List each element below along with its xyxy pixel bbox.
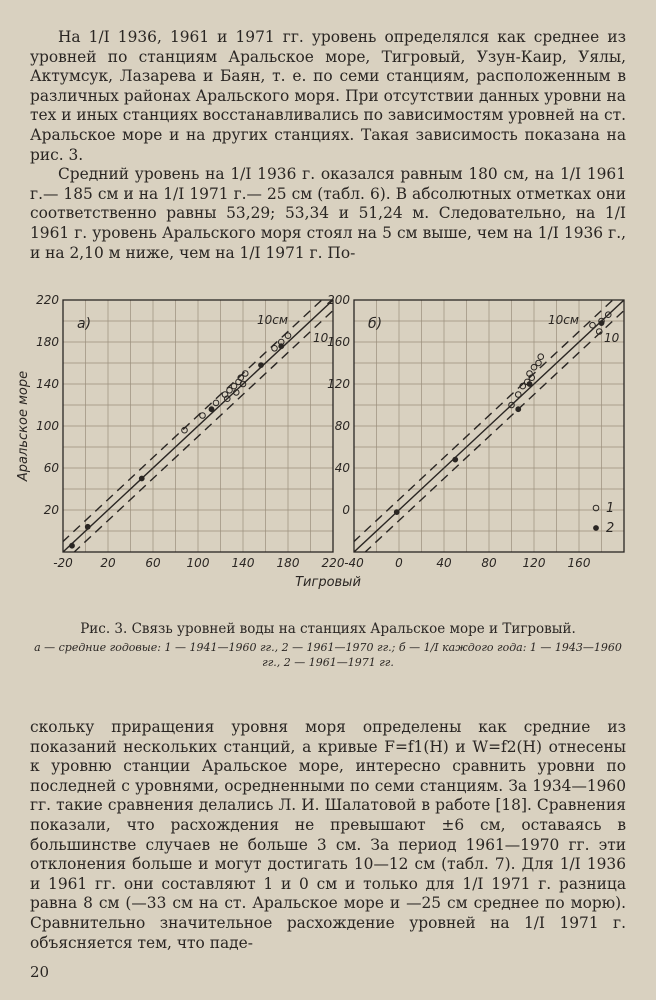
panel-a-point-series-2 [279, 344, 284, 349]
paragraph-continuation: скольку приращения уровня моря определены как средние из показаний нескольких станций, а кривые F=f1(H) и W=f2(H) отнесены к уровню станции Аральское море, интересно сравнить уровни по последней с уровнями, осредненными по семи станциям. За 1934—1960 гг. такие сравнения делались Л. И. Шалатовой в работе [18]. Сравнения показали, что расхождения не превышают ±6 см, оставаясь в большинстве случаев не больше 3 см. За период 1961—1970 гг. эти отклонения больше и могут достигать 10—12 см (табл. 7). Для 1/I 1936 и 1961 гг. они составляют 1 и 0 см и только для 1/I 1971 г. разница равна 8 см (—33 см на ст. Аральское море и —25 см среднее по морю). Сравнительно значительное расхождение уровней на 1/I 1971 г. объясняется тем, что паде- [30, 718, 626, 952]
panel-a-point-series-2 [70, 543, 75, 548]
panel-a-band-label: 10см [257, 313, 288, 327]
panel-b-point-series-2 [394, 510, 399, 515]
panel-a-point-series-2 [139, 476, 144, 481]
panel-b-x-tick-label: -40 [344, 556, 364, 570]
panel-b-point-series-1 [515, 392, 521, 398]
panel-a-y-tick-label: 20 [43, 503, 59, 517]
legend-label-2: 2 [606, 521, 615, 536]
figure-legend-text: а — средние годовые: 1 — 1941—1960 гг., 2 — 1961—1970 гг.; б — 1/I каждого года: 1 — 1943—1960 гг., 2 — 1961—1971 гг. [34, 641, 622, 669]
panel-a-x-tick-label: 60 [145, 556, 161, 570]
legend-marker-2 [594, 526, 599, 531]
panel-b-point-series-1 [590, 322, 596, 328]
x-axis-title: Тигровый [295, 575, 361, 590]
panel-a-point-series-1 [200, 413, 206, 419]
y-axis-title: Аральское море [16, 370, 31, 482]
panel-a-x-tick-label: -20 [53, 556, 73, 570]
panel-b-x-tick-label: 40 [436, 556, 452, 570]
panel-a-point-series-2 [85, 524, 90, 529]
page-number: 20 [30, 963, 50, 981]
panel-b-point-series-2 [599, 321, 604, 326]
panel-b-y-tick-label: 40 [334, 461, 350, 475]
panel-a-x-tick-label: 220 [321, 556, 345, 570]
panel-b-y-tick-label: 200 [327, 293, 350, 307]
panel-a-point-series-2 [209, 407, 214, 412]
panel-b-x-tick-label: 120 [522, 556, 546, 570]
figure-caption: Рис. 3. Связь уровней воды на станциях Аральское море и Тигровый. [80, 621, 576, 637]
panel-a-label: а) [77, 316, 92, 332]
panel-a-y-tick-label: 60 [43, 461, 59, 475]
panel-b-point-series-2 [453, 457, 458, 462]
panel-b-x-tick-label: 160 [567, 556, 591, 570]
panel-b-y-tick-label: 80 [334, 419, 350, 433]
panel-b-x-tick-label: 80 [481, 556, 497, 570]
panel-a-y-tick-label: 140 [36, 377, 59, 391]
panel-a-y-tick-label: 220 [36, 293, 59, 307]
figure-3 [0, 290, 656, 600]
panel-b-point-series-1 [538, 354, 544, 360]
panel-b-y-tick-label: 120 [327, 377, 350, 391]
panel-b-y-tick-label: 0 [342, 503, 350, 517]
panel-b-label: б) [368, 316, 383, 332]
panel-b-point-series-2 [527, 382, 532, 387]
legend-label-1: 1 [606, 501, 615, 516]
panel-a-x-tick-label: 180 [276, 556, 300, 570]
panel-a-x-tick-label: 140 [231, 556, 255, 570]
panel-a-y-tick-label: 180 [36, 335, 59, 349]
panel-a-point-series-1 [272, 346, 278, 352]
panel-a-line-label: 10 [313, 331, 329, 345]
panel-a-point-series-1 [227, 388, 233, 394]
panel-a-point-series-2 [259, 363, 264, 368]
panel-a-y-tick-label: 100 [36, 419, 59, 433]
panel-a-x-tick-label: 100 [186, 556, 210, 570]
panel-b-line-label: 10 [604, 331, 620, 345]
panel-b-y-tick-label: 160 [327, 335, 350, 349]
panel-b-x-tick-label: 0 [395, 556, 403, 570]
paragraph-intro: На 1/I 1936, 1961 и 1971 гг. уровень определялся как среднее из уровней по станциям Аральское море, Тигровый, Узун-Каир, Уялы, Актумсук, Лазарева и Баян, т. е. по семи станциям, расположенным в различных районах Аральского моря. При отсутствии данных уровни на тех и иных станциях восстанавливались по зависимостям уровней на ст. Аральское море и на других станциях. Такая зависимость показана на рис. 3. Средний уровень на 1/I 1936 г. оказался равным 180 см, на 1/I 1961 г.— 185 см и на 1/I 1971 г.— 25 см (табл. 6). В абсолютных отметках они соответственно равны 53,29; 53,34 и 51,24 м. Следовательно, на 1/I 1961 г. уровень Аральского моря стоял на 5 см выше, чем на 1/I 1936 г., и на 2,10 м ниже, чем на 1/I 1971 г. По- [30, 28, 626, 262]
panel-b-point-series-2 [516, 407, 521, 412]
panel-b-band-label: 10см [548, 313, 579, 327]
panel-a-x-tick-label: 20 [100, 556, 116, 570]
